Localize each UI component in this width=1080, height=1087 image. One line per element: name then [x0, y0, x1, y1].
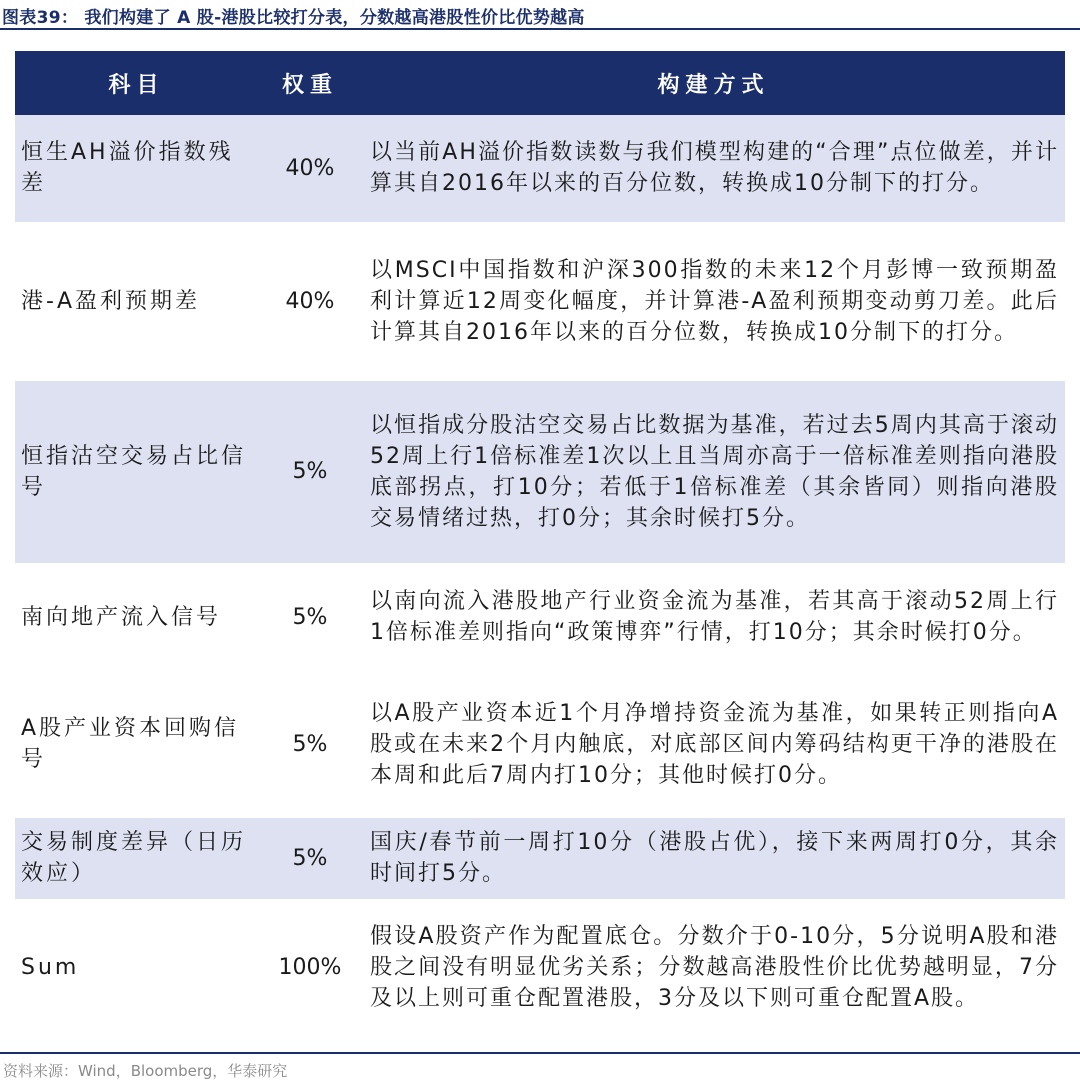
- table-row: [15, 222, 1065, 380]
- table-row: [15, 817, 1065, 899]
- table-row: [15, 380, 1065, 563]
- row-weight: 5%: [258, 380, 362, 563]
- row-item: A股产业资本回购信号: [15, 671, 258, 817]
- row-item: 交易制度差异（日历效应）: [15, 817, 258, 899]
- header-weight: 权重: [258, 51, 362, 115]
- row-weight: 5%: [258, 563, 362, 671]
- row-weight: 5%: [258, 671, 362, 817]
- row-method: 以当前AH溢价指数读数与我们模型构建的“合理”点位做差，并计算其自2016年以来的百分位数，转换成10分制下的打分。: [362, 115, 1065, 222]
- row-item: 南向地产流入信号: [15, 563, 258, 671]
- row-item: 恒指沽空交易占比信号: [15, 380, 258, 563]
- row-weight: 40%: [258, 115, 362, 222]
- row-weight: 5%: [258, 817, 362, 899]
- row-method: 以恒指成分股沽空交易占比数据为基准，若过去5周内其高于滚动52周上行1倍标准差1次以上且当周亦高于一倍标准差则指向港股底部拐点，打10分；若低于1倍标准差（其余皆同）则指向港股交易情绪过热，打0分；其余时候打5分。: [362, 380, 1065, 563]
- row-item: 恒生AH溢价指数残差: [15, 115, 258, 222]
- figure-title-bar: [0, 0, 1080, 30]
- row-method: 以A股产业资本近1个月净增持资金流为基准，如果转正则指向A股或在未来2个月内触底，对底部区间内筹码结构更干净的港股在本周和此后7周内打10分；其他时候打0分。: [362, 671, 1065, 817]
- row-item: Sum: [15, 899, 258, 1036]
- header-method: 构建方式: [362, 51, 1065, 115]
- row-method: 以南向流入港股地产行业资金流为基准，若其高于滚动52周上行1倍标准差则指向“政策博弈”行情，打10分；其余时候打0分。: [362, 563, 1065, 671]
- scoring-table: [15, 51, 1065, 1037]
- table-header-row: [15, 51, 1065, 115]
- row-weight: 100%: [258, 899, 362, 1036]
- row-weight: 40%: [258, 222, 362, 380]
- header-item: 科目: [15, 51, 258, 115]
- row-method: 假设A股资产作为配置底仓。分数介于0-10分，5分说明A股和港股之间没有明显优劣关系；分数越高港股性价比优势越明显，7分及以上则可重仓配置港股，3分及以下则可重仓配置A股。: [362, 899, 1065, 1036]
- row-item: 港-A盈利预期差: [15, 222, 258, 380]
- source-note: 资料来源：Wind，Bloomberg，华泰研究: [3, 1062, 288, 1080]
- table-row: [15, 563, 1065, 671]
- table-row: [15, 115, 1065, 222]
- row-method: 以MSCI中国指数和沪深300指数的未来12个月彭博一致预期盈利计算近12周变化幅度，并计算港-A盈利预期变动剪刀差。此后计算其自2016年以来的百分位数，转换成10分制下的打分。: [362, 222, 1065, 380]
- row-method: 国庆/春节前一周打10分（港股占优），接下来两周打0分，其余时间打5分。: [362, 817, 1065, 899]
- table-row: [15, 671, 1065, 817]
- table-row: [15, 899, 1065, 1036]
- bottom-divider: [0, 1052, 1080, 1054]
- figure-title: 图表39： 我们构建了 A 股-港股比较打分表，分数越高港股性价比优势越高: [2, 8, 585, 28]
